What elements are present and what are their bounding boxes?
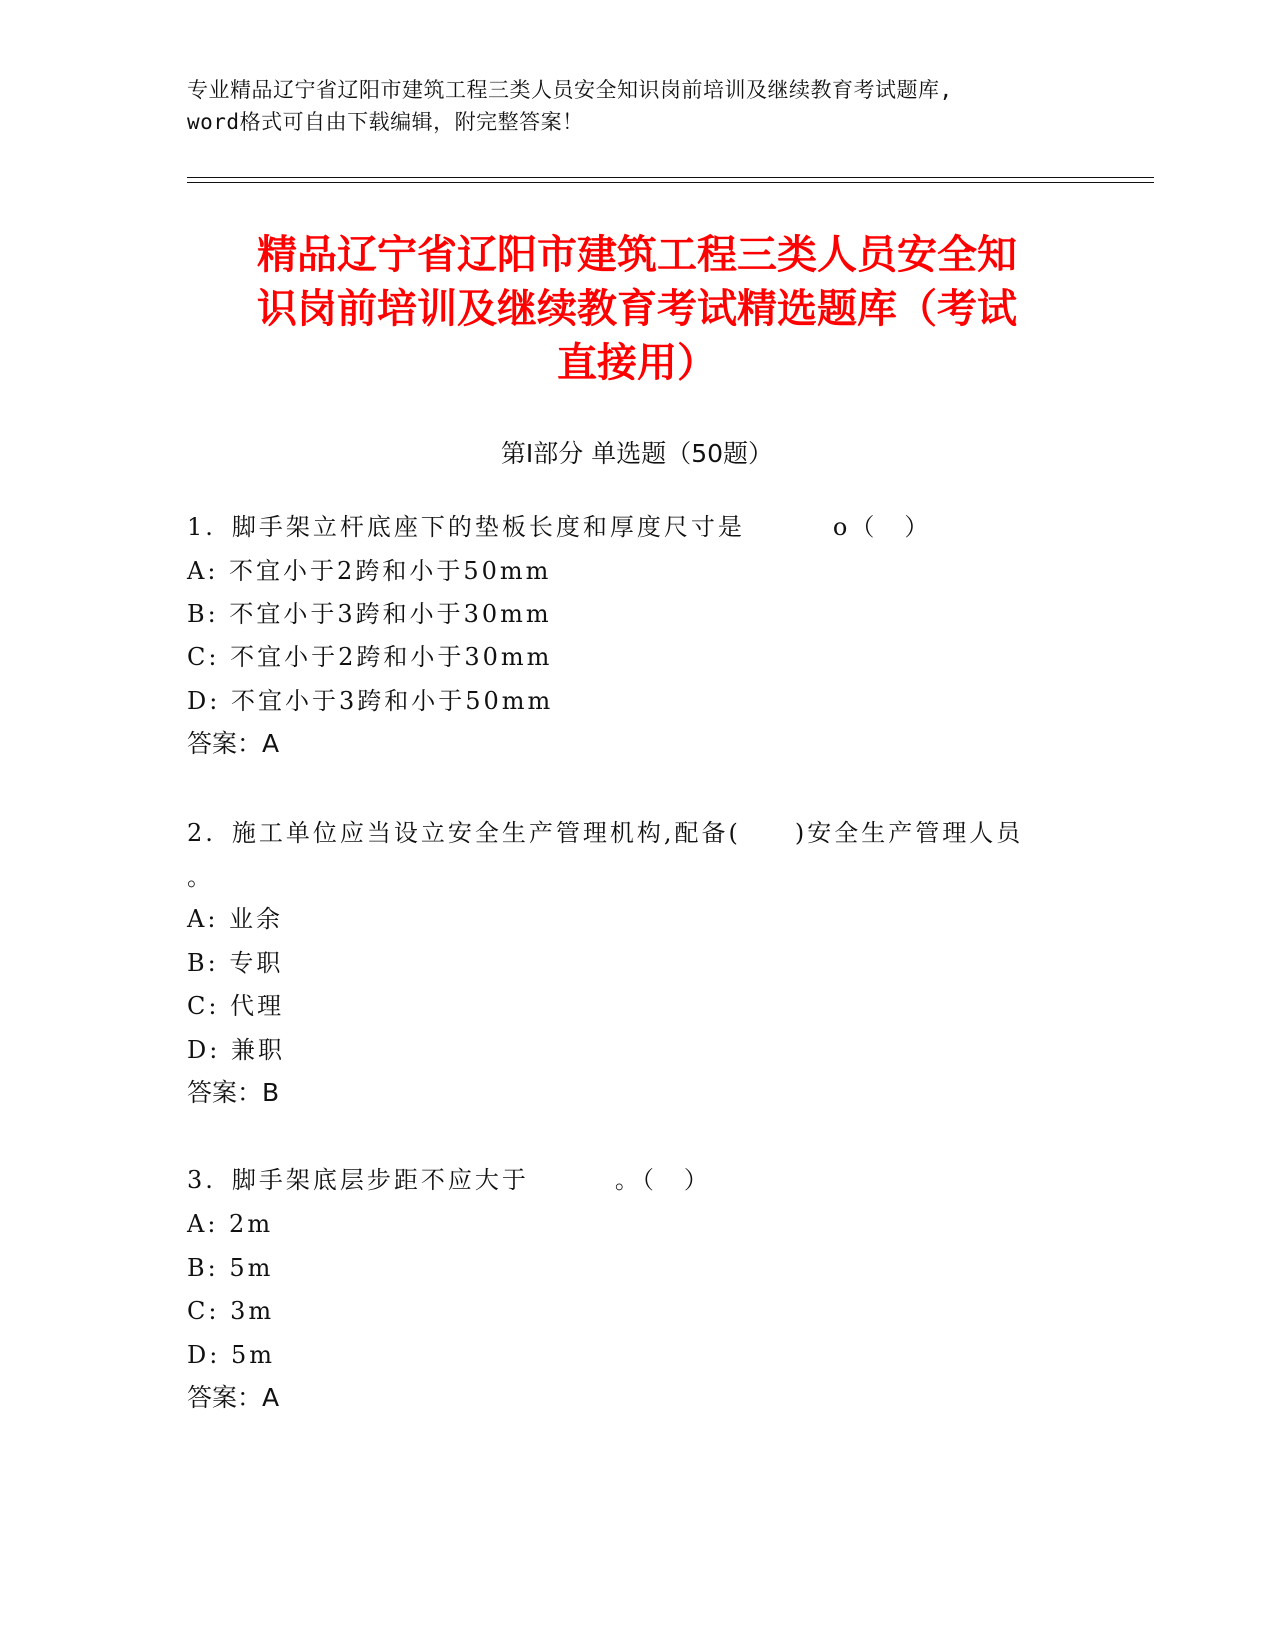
- question-1-option-d: D: 不宜小于3跨和小于50mm: [187, 687, 554, 715]
- header-note-line-2: word格式可自由下载编辑，附完整答案！: [187, 110, 584, 134]
- question-3-stem: [187, 1164, 711, 1196]
- question-3-option-a: A: 2m: [187, 1210, 274, 1238]
- question-number: 1.: [187, 513, 216, 541]
- question-2-option-a: A: 业余: [187, 905, 284, 933]
- question-2-answer: 答案：B: [187, 1078, 280, 1107]
- question-3-answer: 答案：A: [187, 1383, 280, 1412]
- question-2-stem-tail: 。: [187, 863, 214, 891]
- question-1-option-a: A: 不宜小于2跨和小于50mm: [187, 557, 552, 585]
- header-divider-bottom: [187, 182, 1154, 183]
- document-title-line-3: 直接用）: [557, 340, 717, 386]
- question-number: 2.: [187, 819, 216, 847]
- question-1-option-b: B: 不宜小于3跨和小于30mm: [187, 600, 552, 628]
- question-3-option-c: C: 3m: [187, 1297, 275, 1325]
- question-text: 脚手架立杆底座下的垫板长度和厚度尺寸是: [231, 513, 745, 541]
- question-text: 脚手架底层步距不应大于: [231, 1166, 529, 1194]
- question-text: 施工单位应当设立安全生产管理机构,配备( )安全生产管理人员: [231, 819, 1024, 847]
- question-2-option-d: D: 兼职: [187, 1036, 285, 1064]
- question-blank: 。（ ）: [614, 1166, 711, 1194]
- document-title-line-2: 识岗前培训及继续教育考试精选题库（考试: [257, 286, 1017, 332]
- question-blank: o（ ）: [832, 513, 932, 541]
- question-1-answer: 答案：A: [187, 729, 280, 758]
- question-3-option-d: D: 5m: [187, 1341, 275, 1369]
- question-2-option-b: B: 专职: [187, 949, 284, 977]
- question-2-stem: [187, 817, 1023, 849]
- question-number: 3.: [187, 1166, 216, 1194]
- question-2-option-c: C: 代理: [187, 992, 285, 1020]
- question-3-option-b: B: 5m: [187, 1254, 274, 1282]
- question-1-option-c: C: 不宜小于2跨和小于30mm: [187, 643, 553, 671]
- document-title: [187, 228, 1087, 390]
- header-note: [187, 74, 1087, 138]
- header-divider-top: [187, 177, 1154, 178]
- section-title: 第Ⅰ部分 单选题（50题）: [500, 439, 774, 468]
- header-note-line-1: 专业精品辽宁省辽阳市建筑工程三类人员安全知识岗前培训及继续教育考试题库,: [187, 78, 953, 102]
- document-title-line-1: 精品辽宁省辽阳市建筑工程三类人员安全知: [257, 232, 1017, 278]
- question-1-stem: [187, 511, 931, 543]
